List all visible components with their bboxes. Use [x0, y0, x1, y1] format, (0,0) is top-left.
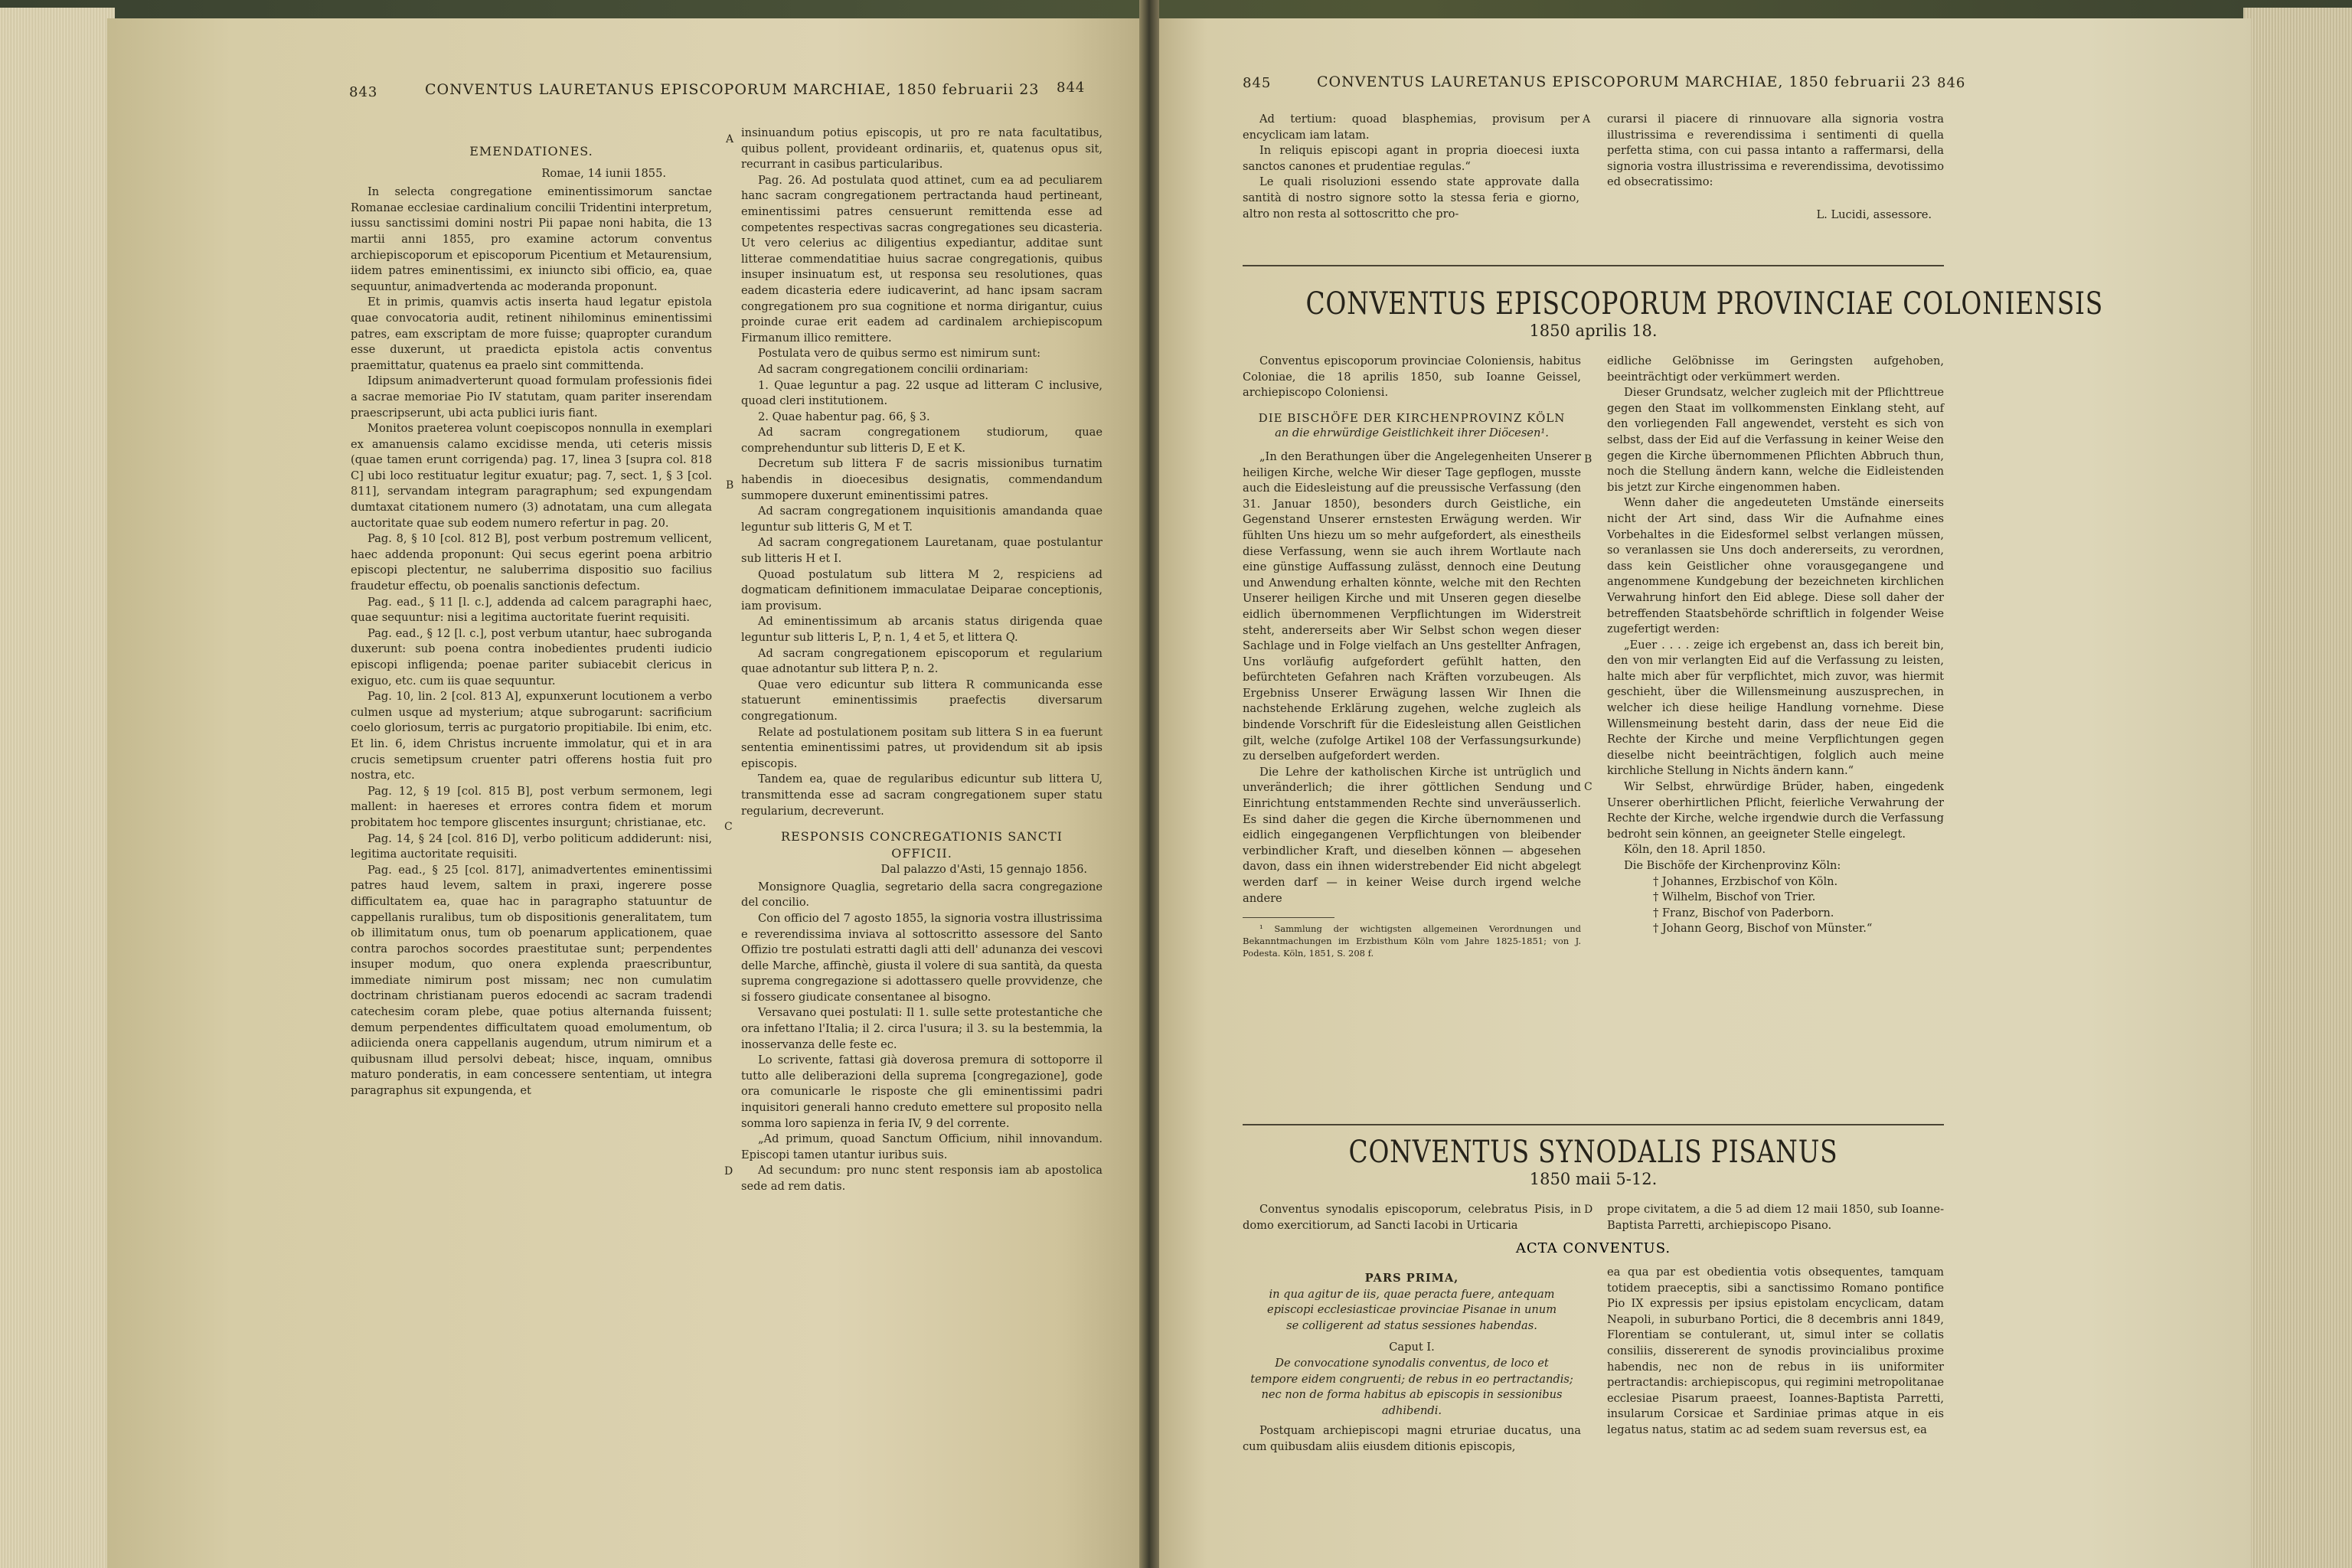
paragraph: Quoad postulatum sub littera M 2, respiciens ad dogmaticam definitionem immaculatae Deiparae conceptionis, iam provisum. — [741, 567, 1102, 612]
page-number-846: 846 — [1937, 75, 1966, 91]
page-number-844: 844 — [1057, 80, 1086, 96]
signer: † Johann Georg, Bischof von Münster.“ — [1653, 922, 1873, 936]
paragraph: Decretum sub littera F de sacris missionibus turnatim habendis in dioecesibus designatis, commendandum summopere duxerunt eminentissimi patres. — [741, 457, 1102, 502]
pisanus-body-column-1 — [1243, 1265, 1581, 1556]
paragraph: Pag. ead., § 25 [col. 817], animadvertentes eminentissimi patres haud levem, saltem in praxi, ingerere posse difficultatem ea, quae hac in paragrapho statuuntur de cappellanis ruralibus, tum ob dispositionis generalitatem, tum ob illimitatum onus, tum ob poenarum applicationem, quae contra parochos socordes praestitutae sunt; perpendentes insuper modum, quo onera explenda praescribuntur, immediate nimirum post missam; nec non cumulatim doctrinam christianam pueros edocendi ac sacram tradendi catechesim coram plebe, quae potius alternanda fuissent; demum perpendentes difficultatem quoad emolumentum, ob adiicienda onera cappellanis augendum, utrum nimirum et a quibusnam illud persolvi debeat; hisce, inquam, omnibus maturo ponderatis, in eam concessere sententiam, ut integra paragraphus sit expungenda, et — [351, 863, 712, 1098]
paragraph: Relate ad postulationem positam sub littera S in ea fuerunt sententia eminentissimi patres, ut providendum sit ab ipsis episcopis. — [741, 725, 1102, 770]
paragraph: „Ad primum, quoad Sanctum Officium, nihil innovandum. Episcopi tamen utantur iuribus suis. — [741, 1132, 1102, 1161]
signer: † Wilhelm, Bischof von Trier. — [1653, 890, 1816, 904]
footnote: ¹ Sammlung der wichtigsten allgemeinen Verordnungen und Bekanntmachungen im Erzbisthum Köln vom Jahre 1825-1851; von J. Podesta. Köln, 1851, S. 208 f. — [1243, 923, 1581, 959]
responsis-heading: RESPONSIS CONCREGATIONIS SANCTI OFFICII. — [781, 829, 1063, 861]
running-header-right: CONVENTUS LAURETANUS EPISCOPORUM MARCHIAE, 1850 februarii 23 — [1317, 74, 1932, 90]
responsis-dateline: Dal palazzo d'Asti, 15 gennajo 1856. — [880, 863, 1087, 877]
section-rule — [1243, 265, 1944, 266]
pisanus-column-1 — [1243, 1202, 1581, 1233]
paragraph: Postulata vero de quibus sermo est nimirum sunt: — [758, 347, 1041, 361]
emendationes-heading: EMENDATIONES. — [469, 144, 593, 158]
caput-heading: Caput I. — [1389, 1341, 1435, 1354]
paragraph: Ad tertium: quoad blasphemias, provisum per encyclicam iam latam. — [1243, 113, 1579, 142]
paragraph: Pag. ead., § 11 [l. c.], addenda ad calcem paragraphi haec, quae sequuntur: nisi a legitima auctoritate fuerint requisiti. — [351, 595, 712, 625]
paragraph: In reliquis episcopi agant in propria dioecesi iuxta sanctos canones et prudentiae regulas.“ — [1243, 144, 1579, 173]
paragraph: Pag. 8, § 10 [col. 812 B], post verbum postremum vellicent, haec addenda proponunt: Qui secus egerint poena arbitrio episcopi plectentur, ne saluberrima dispositio suo facilius fraudetur effectu, ob poenalis sanctionis defectum. — [351, 532, 712, 593]
paragraph: Et in primis, quamvis actis inserta haud legatur epistola quae convocatoria audit, retinent nihilominus eminentissimi patres, eam exscriptam de more fuisse; quapropter curandum esse duxerunt, ut praedicta epistola actis conventus praemittatur, quatenus ea praelo sint committenda. — [351, 296, 712, 372]
margin-letter-d: D — [1584, 1204, 1593, 1216]
signer: † Johannes, Erzbischof von Köln. — [1653, 874, 1838, 888]
paragraph: Wir Selbst, ehrwürdige Brüder, haben, eingedenk Unserer oberhirtlichen Pflicht, feierliche Verwahrung der Rechte der Kirche, welche irgendwie durch die Verfassung bedroht sein können, an geeigneter Stelle eingelegt. — [1607, 780, 1944, 841]
paragraph: 1. Quae leguntur a pag. 22 usque ad litteram C inclusive, quoad cleri institutionem. — [741, 378, 1102, 408]
right-page-edges — [2243, 8, 2352, 1568]
pisanus-date: 1850 maii 5-12. — [1529, 1170, 1658, 1188]
pars-subheading: in qua agitur de iis, quae peracta fuere, antequam episcopi ecclesiasticae provinciae Pisanae in unum se colligerent ad status sessiones habendas. — [1266, 1287, 1557, 1332]
margin-letter-b: B — [1584, 453, 1592, 466]
paragraph: Quae vero edicuntur sub littera R communicanda esse statuerunt eminentissimis praefectis diversarum congregationum. — [741, 678, 1102, 723]
margin-letter-c: C — [724, 821, 733, 833]
coloniensis-date: 1850 aprilis 18. — [1529, 322, 1658, 340]
coloniensis-subheading-2: an die ehrwürdige Geistlichkeit ihrer Diöcesen¹. — [1275, 426, 1549, 440]
signer: † Franz, Bischof von Paderborn. — [1653, 906, 1834, 920]
paragraph: Con officio del 7 agosto 1855, la signoria vostra illustrissima e reverendissima inviava al sottoscritto assessore del Santo Offizio tre postulati estratti dagli atti dell' adunanza dei vescovi delle Marche, affinchè, giusta il volere di sua santità, da questa suprema congregazione si adottassero quelle provvidenze, che si fossero giudicate consentanee al bisogno. — [741, 911, 1102, 1004]
caput-subheading: De convocatione synodalis conventus, de loco et tempore eidem congruenti; de rebus in eo pertractandis; nec non de forma habitus ab episcopis in sessionibus adhibendi. — [1250, 1356, 1573, 1417]
margin-letter-a: A — [726, 133, 734, 145]
page-number-845: 845 — [1243, 75, 1272, 91]
running-header-left: CONVENTUS LAURETANUS EPISCOPORUM MARCHIAE, 1850 februarii 23 — [425, 81, 1040, 98]
margin-letter-a: A — [1583, 113, 1591, 126]
paragraph: Pag. 12, § 19 [col. 815 B], post verbum sermonem, legi mallent: in haereses et errores contra fidem et morum probitatem hoc tempore gliscentes insurgunt; christianae, etc. — [351, 784, 712, 829]
coloniensis-column-1 — [1243, 354, 1581, 959]
right-page — [1152, 18, 2251, 1568]
margin-letter-c: C — [1584, 781, 1592, 793]
right-top-column-1 — [1243, 112, 1579, 222]
paragraph: Ad sacram congregationem episcoporum et regularium quae adnotantur sub littera P, n. 2. — [741, 646, 1102, 676]
footnote-rule — [1243, 917, 1334, 918]
margin-letter-d: D — [724, 1165, 733, 1178]
margin-letter-b: B — [726, 479, 734, 492]
coloniensis-title: CONVENTUS EPISCOPORUM PROVINCIAE COLONIENSIS — [1305, 286, 2104, 322]
paragraph: Postquam archiepiscopi magni etruriae ducatus, una cum quibusdam aliis eiusdem ditionis episcopis, — [1243, 1424, 1581, 1453]
paragraph: In selecta congregatione eminentissimorum sanctae Romanae ecclesiae cardinalium concilii Tridentini interpretum, iussu sanctissimi domini nostri Pii papae noni habita, die 13 martii anni 1855, pro examine actorum conventus archiepiscoporum et episcoporum Picentium et Metaurensium, iidem patres eminentissimi, ex iniuncto sibi officio, ea, quae sequuntur, animadvertenda ac moderanda proponunt. — [351, 185, 712, 293]
paragraph: eidliche Gelöbnisse im Geringsten aufgehoben, beeinträchtigt oder verkümmert werden. — [1607, 354, 1944, 384]
paragraph: Le quali risoluzioni essendo state approvate dalla santità di nostro signore sotto la stessa feria e giorno, altro non resta al sottoscritto che pro- — [1243, 175, 1579, 220]
paragraph: Pag. 10, lin. 2 [col. 813 A], expunxerunt locutionem a verbo culmen usque ad mysterium; atque subrogarunt: sacrificium coelo gloriosum, terris ac purgatorio propitiabile. Ibi enim, etc. Et lin. 6, idem Christus incruente immolatur, qui et in ara crucis semetipsum cruenter patri offerens hostia fuit pro nostra, etc. — [351, 690, 712, 782]
section-coloniensis-title — [1243, 286, 2104, 340]
right-top-column-2 — [1607, 112, 1944, 224]
paragraph: Ad eminentissimum ab arcanis status dirigenda quae leguntur sub litteris L, P, n. 1, 4 et 5, et littera Q. — [741, 615, 1102, 644]
paragraph: curarsi il piacere di rinnuovare alla signoria vostra illustrissima e reverendissima i sentimenti di quella perfetta stima, con cui passa intanto a raffermarsi, della signoria vostra illustrissima e reverendissima, devotissimo ed obsecratissimo: — [1607, 113, 1944, 189]
paragraph: Dieser Grundsatz, welcher zugleich mit der Pflichttreue gegen den Staat im vollkommensten Einklang steht, auf den vorliegenden Fall angewendet, versteht es sich von selbst, dass der Eid auf die Verfassung in keiner Weise den gegen die Kirche übernommenen Pflichten Abbruch thun, noch die Stellung ändern kann, welche die Eidleistenden bis jetzt zur Kirche eingenommen haben. — [1607, 386, 1944, 494]
section-rule — [1243, 1124, 1944, 1125]
pisanus-column-2 — [1607, 1202, 1944, 1233]
paragraph: Ad secundum: pro nunc stent responsis iam ab apostolica sede ad rem datis. — [741, 1164, 1102, 1193]
paragraph: Ad sacram congregationem studiorum, quae comprehenduntur sub litteris D, E et K. — [741, 426, 1102, 455]
paragraph: Die Bischöfe der Kirchenprovinz Köln: — [1624, 859, 1841, 872]
pisanus-title: CONVENTUS SYNODALIS PISANUS — [1348, 1135, 1838, 1170]
coloniensis-intro: Conventus episcoporum provinciae Coloniensis, habitus Coloniae, die 18 aprilis 1850, sub Ioanne Geissel, archiepiscopo Coloniensi. — [1243, 354, 1581, 400]
paragraph: Monitos praeterea volunt coepiscopos nonnulla in exemplari ex amanuensis calamo excidisse menda, uti ceteris missis (quae tamen erunt corrigenda) pag. 17, linea 3 [supra col. 818 C] ubi loco restituatur legitur exuatur; pag. 7, sect. 1, § 3 [col. 811], servandam integram paragraphum; sed expungendam dumtaxat citationem numero (3) adnotatam, una cum allegata auctoritate quae sub eodem numero refertur in pag. 20. — [351, 422, 712, 530]
pisanus-intro-right: prope civitatem, a die 5 ad diem 12 maii 1850, sub Ioanne-Baptista Parretti, archiepiscopo Pisano. — [1607, 1203, 1944, 1232]
paragraph: Pag. 26. Ad postulata quod attinet, cum ea ad peculiarem hanc sacram congregationem pertractanda haud pertineant, eminentissimi patres censuerunt remittenda esse ad competentes respectivas sacras congregationes seu dicasteria. Ut vero celerius ac diligentius expediantur, additae sunt litterae commendatitiae huius sacrae congregationis, quibus insuper insinuatum est, ut responsa seu resolutiones, quas eadem dicasteria edere iudicaverint, ad hanc ipsam sacram congregationem pro sua cognitione et norma dirigantur, cuius proinde curae erit eadem ad cardinalem archiepiscopum Firmanum illico remittere. — [741, 173, 1102, 345]
paragraph: Tandem ea, quae de regularibus edicuntur sub littera U, transmittenda esse ad sacram congregationem super statu regularium, decreverunt. — [741, 773, 1102, 818]
coloniensis-subheading: DIE BISCHÖFE DER KIRCHENPROVINZ KÖLN — [1258, 410, 1566, 425]
paragraph: 2. Quae habentur pag. 66, § 3. — [758, 410, 930, 423]
pars-heading: PARS PRIMA, — [1364, 1272, 1459, 1285]
paragraph: Ad sacram congregationem Lauretanam, quae postulantur sub litteris H et I. — [741, 536, 1102, 566]
emendationes-dateline: Romae, 14 iunii 1855. — [541, 166, 666, 180]
acta-heading: ACTA CONVENTUS. — [1515, 1240, 1671, 1256]
coloniensis-column-2 — [1607, 354, 1944, 937]
signature: L. Lucidi, assessore. — [1816, 207, 1932, 221]
paragraph: „In den Berathungen über die Angelegenheiten Unserer heiligen Kirche, welche Wir dieser Tage gepflogen, musste auch die Eidesleistung auf die preussische Verfassung (den 31. Januar 1850), besonders durch Geistliche, ein Gegenstand Unserer ernstesten Erwägung werden. Wir fühlten Uns hiezu um so mehr aufgefordert, als einestheils diese Verfassung, wenn sie auch ihrem Wortlaute nach eine günstige Auffassung zulässt, dennoch eine Deutung und Anwendung erhalten könnte, welche mit den Rechten Unserer heiligen Kirche und mit Unseren gegen dieselbe eidlich übernommenen Verpflichtungen im Widerstreit steht, andererseits aber Wir Selbst schon wegen dieser Sachlage und in Folge vielfach an Uns gestellter Anfragen, Uns vorläufig aufgefordert gefühlt hatten, den befürchteten Gefahren nach Kräften vorzubeugen. Als Ergebniss Unserer Erwägung lassen Wir Ihnen die nachstehende Erklärung zugehen, welche zugleich als bindende Vorschrift für die Eidesleistung allen Geistlichen gilt, welche (zufolge Artikel 108 der Verfassungsurkunde) zu derselben aufgefordert werden. — [1243, 449, 1581, 763]
paragraph: „Euer . . . . zeige ich ergebenst an, dass ich bereit bin, den von mir verlangten Eid auf die Verfassung zu leisten, halte mich aber für verpflichtet, mich zuvor, was hiermit geschieht, über die Willensmeinung auszusprechen, in welcher ich diese heilige Handlung vornehme. Diese Willensmeinung besteht darin, dass der neue Eid die Rechte der Kirche und meine Verpflichtungen gegen dieselbe nicht beeinträchtigen, folglich auch meine kirchliche Stellung in Nichts ändern kann.“ — [1607, 638, 1944, 778]
left-page-edges — [0, 8, 115, 1568]
paragraph: Pag. ead., § 12 [l. c.], post verbum utantur, haec subroganda duxerunt: sub poena contra inobedientes prudenti iudicio episcopi infligenda; poenae pariter subiacebit clericus in exiguo, etc. cum iis quae sequuntur. — [351, 626, 712, 688]
paragraph: Ad sacram congregationem concilii ordinariam: — [758, 362, 1029, 376]
paragraph: ea qua par est obedientia votis obsequentes, tamquam totidem praeceptis, sibi a sanctissimo Romano pontifice Pio IX expressis per ipsius epistolam encyclicam, datam Neapoli, in suburbano Portici, die 8 decembris anni 1849, Florentiam se contulerant, ut, simul inter se collatis consiliis, dissererent de synodis provincialibus proxime habendis, nec non de rebus in iis uniformiter pertractandis: archiepiscopus, qui regimini metropolitanae ecclesiae Pisarum praeest, Ioannes-Baptista Parretti, insularum Corsicae et Sardiniae primas atque in eis legatus natus, statim ac ad sedem suam reversus est, ea — [1607, 1266, 1944, 1436]
paragraph: Die Lehre der katholischen Kirche ist untrüglich und unveränderlich; die ihrer göttlichen Sendung und Einrichtung entstammenden Rechte sind unveräusserlich. Es sind daher die gegen die Kirche übernommenen und eidlich eingegangenen Verpflichtungen von bleibender verbindlicher Kraft, und dieselben können — abgesehen davon, dass ein ihnen widerstrebender Eid nicht abgelegt werden darf — in keiner Weise durch irgend welche andere — [1243, 765, 1581, 905]
paragraph: Versavano quei postulati: Il 1. sulle sette protestantiche che ora infettano l'Italia; il 2. circa l'usura; il 3. su la bestemmia, la inosservanza delle feste ec. — [741, 1006, 1102, 1051]
book-gutter — [1139, 0, 1159, 1568]
left-column-1 — [351, 133, 712, 1542]
paragraph: Wenn daher die angedeuteten Umstände einerseits nicht der Art sind, dass Wir die Aufnahme eines Vorbehaltes in die Eidesformel selbst verlangen müssen, so veranlassen sie Uns doch andererseits, zu verordnen, dass kein Geistlicher ohne vorausgegangene und angenommene Kundgebung der bezeichneten kirchlichen Verwahrung hinfort den Eid ablege. Diese soll daher der betreffenden Staatsbehörde schriftlich in folgender Weise zugefertigt werden: — [1607, 496, 1944, 636]
paragraph: Pag. 14, § 24 [col. 816 D], verbo politicum addiderunt: nisi, legitima auctoritate requisiti. — [351, 831, 712, 861]
section-pisanus-title — [1243, 1135, 1944, 1188]
paragraph: Köln, den 18. April 1850. — [1624, 843, 1766, 857]
pisanus-intro-left: Conventus synodalis episcoporum, celebratus Pisis, in domo exercitiorum, ad Sancti Iacobi in Urticaria — [1243, 1203, 1581, 1232]
paragraph: Ad sacram congregationem inquisitionis amandanda quae leguntur sub litteris G, M et T. — [741, 505, 1102, 534]
paragraph: insinuandum potius episcopis, ut pro re nata facultatibus, quibus pollent, provideant ordinariis, et, quatenus opus sit, recurrant in casibus particularibus. — [741, 126, 1102, 172]
paragraph: Lo scrivente, fattasi già doverosa premura di sottoporre il tutto alle deliberazioni della suprema [congregazione], gode ora comunicarle le risposte che gli eminentissimi padri inquisitori generali hanno creduto emettere sul proposito nella somma loro sapienza in feria IV, 9 del corrente. — [741, 1054, 1102, 1130]
pisanus-body-column-2 — [1607, 1265, 1944, 1556]
left-column-2 — [741, 126, 1102, 1542]
left-page — [107, 18, 1145, 1568]
paragraph: Monsignore Quaglia, segretario della sacra congregazione del concilio. — [741, 880, 1102, 910]
paragraph: Idipsum animadverterunt quoad formulam professionis fidei a sacrae memoriae Pio IV statutam, quam pariter inserendam praescripserunt, ubi acta publici iuris fiant. — [351, 374, 712, 420]
page-number-843: 843 — [349, 84, 378, 100]
